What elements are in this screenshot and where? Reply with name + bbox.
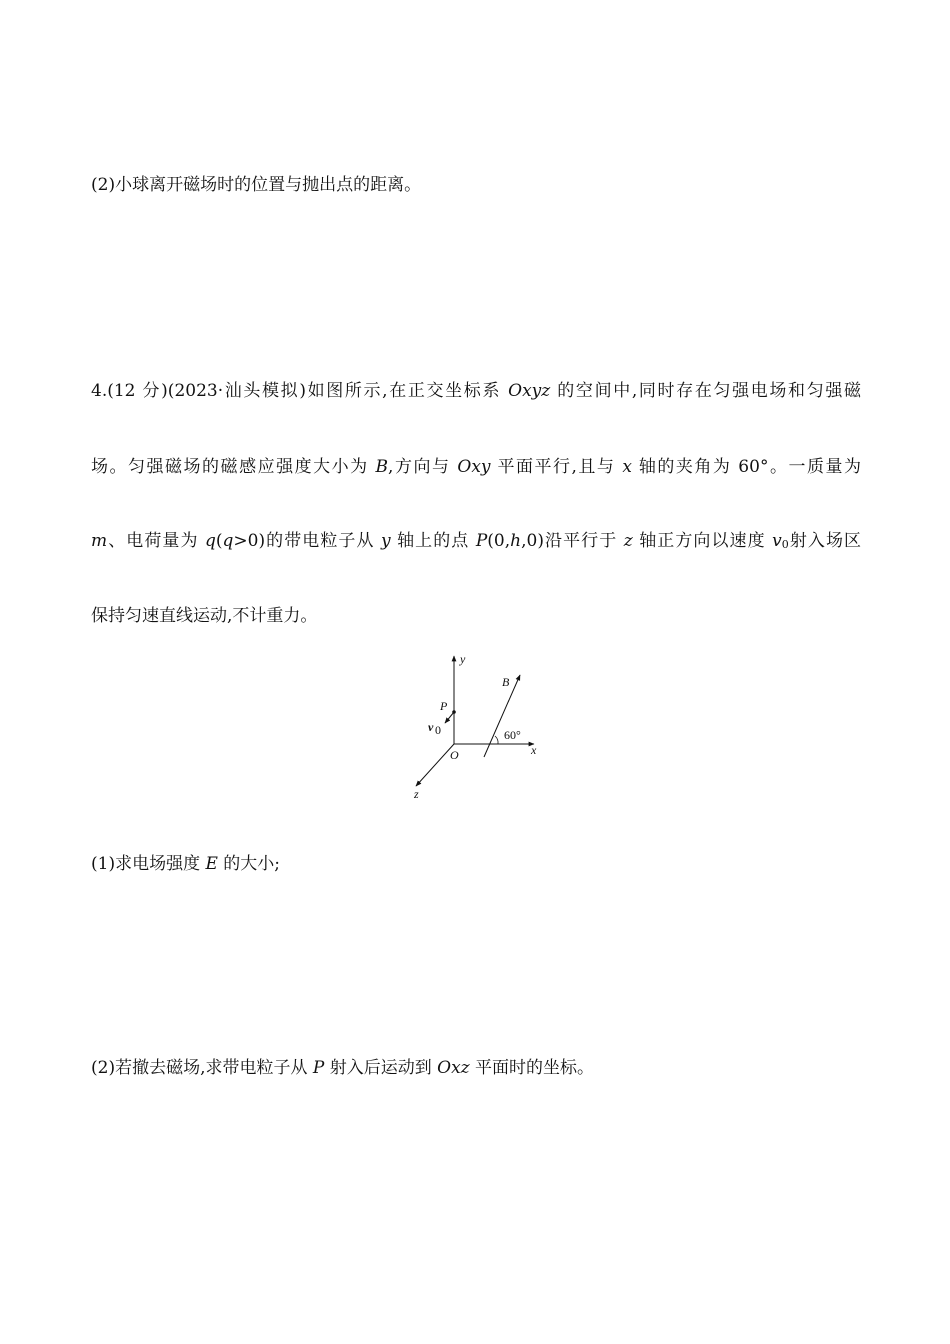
math-var: B — [375, 457, 389, 477]
text-span: 轴上的点 — [390, 531, 476, 551]
text-span: >0)的带电粒子从 — [233, 531, 382, 551]
math-var: y — [381, 531, 391, 551]
label-y: y — [460, 652, 466, 666]
text-span: ( — [215, 531, 223, 551]
angle-arc — [495, 736, 498, 744]
math-var: E — [205, 854, 218, 874]
subscript: 0 — [781, 538, 789, 551]
label-x: x — [531, 743, 537, 757]
text-span: 保持匀速直线运动,不计重力。 — [91, 606, 318, 626]
problem-4-line-1 — [91, 379, 861, 403]
text-span: 平面时的坐标。 — [469, 1058, 595, 1078]
math-var: P — [475, 531, 488, 551]
math-var: q — [204, 531, 216, 551]
problem-4-line-3 — [91, 529, 861, 557]
text-span: (1)求电场强度 — [91, 854, 206, 874]
label-p: P — [440, 699, 448, 713]
math-var: v — [772, 531, 782, 551]
label-angle: 60° — [504, 728, 521, 742]
text-span: 轴正方向以速度 — [632, 531, 773, 551]
question-2-part-a — [91, 173, 861, 197]
text-span: 射入场区 — [788, 531, 862, 551]
math-var: x — [622, 457, 632, 477]
problem-4-line-4 — [91, 604, 861, 628]
question-1 — [91, 852, 861, 876]
text-span: 的大小; — [217, 854, 281, 874]
label-origin: O — [450, 748, 459, 762]
label-z: z — [414, 787, 419, 801]
coordinate-diagram — [410, 648, 550, 808]
question-2 — [91, 1056, 861, 1080]
problem-4-line-2 — [91, 455, 861, 479]
math-var: h — [510, 531, 522, 551]
math-var: q — [222, 531, 234, 551]
text-span: 、电荷量为 — [107, 531, 205, 551]
text-span: 场。匀强磁场的磁感应强度大小为 — [91, 457, 376, 477]
text-span: 平面平行,且与 — [490, 457, 623, 477]
text-span: 射入后运动到 — [324, 1058, 438, 1078]
text-span: 4.(12 分)(2023·汕头模拟)如图所示,在正交坐标系 — [91, 381, 509, 401]
text-span: 的空间中,同时存在匀强电场和匀强磁 — [550, 381, 861, 401]
text-span: ,方向与 — [388, 457, 458, 477]
math-var: Oxyz — [508, 381, 551, 401]
z-axis — [416, 744, 454, 786]
math-var: Oxy — [457, 457, 491, 477]
math-var: z — [623, 531, 633, 551]
math-var: m — [91, 531, 108, 551]
velocity-arrow — [445, 712, 454, 723]
question-text: (2)小球离开磁场时的位置与抛出点的距离。 — [91, 175, 422, 195]
label-v: v — [428, 720, 434, 734]
text-span: (0, — [487, 531, 511, 551]
math-var: Oxz — [437, 1058, 470, 1078]
text-span: ,0)沿平行于 — [521, 531, 624, 551]
label-v-subscript: 0 — [435, 723, 441, 737]
math-var: P — [312, 1058, 325, 1078]
text-span: 轴的夹角为 60°。一质量为 — [631, 457, 861, 477]
label-b: B — [502, 675, 510, 689]
text-span: (2)若撤去磁场,求带电粒子从 — [91, 1058, 313, 1078]
